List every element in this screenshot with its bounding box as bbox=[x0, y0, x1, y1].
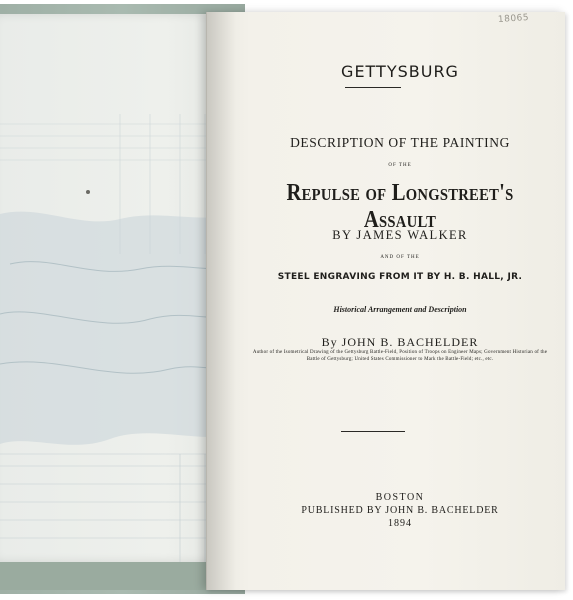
description-heading: DESCRIPTION OF THE PAINTING bbox=[290, 135, 510, 150]
engraving-line: STEEL ENGRAVING FROM IT BY H. B. HALL, JR. bbox=[277, 272, 523, 282]
map-bleed-through bbox=[0, 14, 236, 562]
title-page bbox=[206, 12, 565, 590]
painting-title: Repulse of Longstreet's Assault bbox=[286, 180, 514, 233]
publisher-line: PUBLISHED BY JOHN B. BACHELDER bbox=[301, 505, 499, 516]
section-divider bbox=[341, 431, 405, 432]
and-of-the-connector: AND OF THE bbox=[380, 255, 420, 260]
left-page-verso bbox=[0, 14, 236, 562]
title-underline bbox=[345, 87, 401, 88]
author-line: By JOHN B. BACHELDER bbox=[321, 335, 479, 349]
of-the-connector: OF THE bbox=[388, 163, 412, 168]
historical-line: Historical Arrangement and Description bbox=[333, 305, 467, 314]
gutter-shadow bbox=[206, 12, 236, 590]
publication-city: BOSTON bbox=[375, 492, 425, 503]
pencil-note: 18065 bbox=[497, 12, 530, 26]
author-credentials: Author of the Isometrical Drawing of the Gettysburg Battle-Field, Position of Troops on Engineer Maps; Government Historian of the Battle of Gettysburg; United States Commissioner to Mark the Battle-Field; etc., etc. bbox=[252, 350, 548, 362]
publication-year: 1894 bbox=[388, 518, 412, 529]
main-title: GETTYSBURG bbox=[341, 62, 459, 81]
painter-line: BY JAMES WALKER bbox=[332, 228, 468, 242]
